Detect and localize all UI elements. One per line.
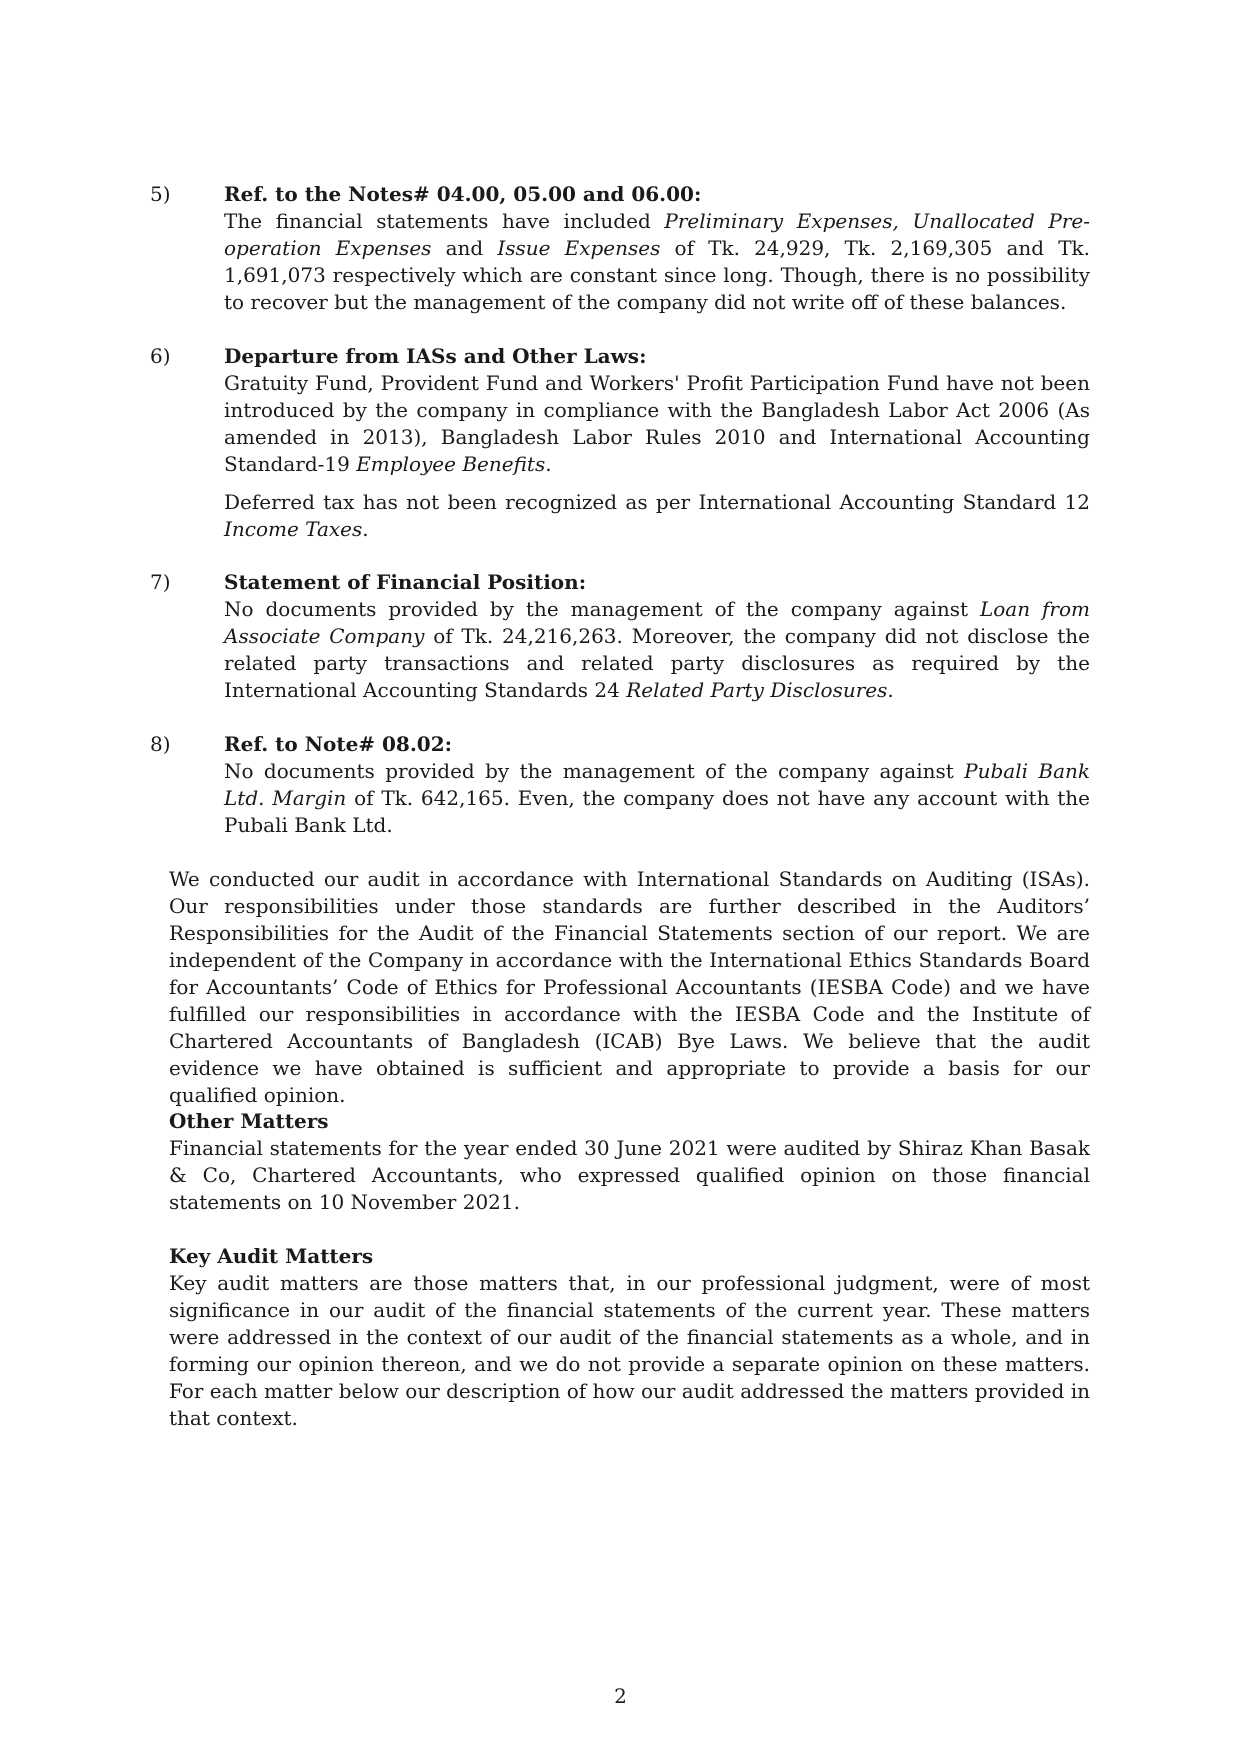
- text-run: Gratuity Fund, Provident Fund and Workers' Profit Participation Fund have not been introduced by the company in compliance with the Bangladesh Labor Act 2006 (As amended in 2013), Bangladesh Labor Rules 2010 and International Accounting Standard-19: [224, 371, 1090, 476]
- text-run: No documents provided by the management of the company against: [224, 759, 965, 783]
- italic-term: Income Taxes: [224, 517, 363, 541]
- item-number: 6): [150, 344, 171, 368]
- section-paragraph: Financial statements for the year ended 30 June 2021 were audited by Shiraz Khan Basak & Co, Chartered Accountants, who expressed qualified opinion on those financial statements on 10 November 2021.: [169, 1136, 1090, 1214]
- item-body: [224, 569, 1090, 704]
- item-paragraph: [224, 370, 1090, 478]
- text-run: and: [431, 236, 498, 260]
- text-run: of Tk. 24,929, Tk. 2,169,305 and Tk. 1,691,073 respectively which are constant since long. Though, there is no possibility to recover but the management of the company did not write off of these balances.: [224, 236, 1091, 314]
- italic-term: Issue Expenses: [497, 236, 661, 260]
- section-heading: Key Audit Matters: [169, 1244, 374, 1268]
- item-heading: Statement of Financial Position:: [224, 570, 587, 594]
- text-run: .: [545, 452, 552, 476]
- text-run: The financial statements have included: [224, 209, 665, 233]
- item-number: 7): [150, 570, 171, 594]
- text-run: No documents provided by the management of the company against: [224, 597, 980, 621]
- basis-for-opinion-block: [169, 866, 1090, 1109]
- text-run: .: [362, 517, 369, 541]
- key-audit-matters-section: [169, 1243, 1090, 1432]
- item-heading: Ref. to the Notes# 04.00, 05.00 and 06.00:: [224, 182, 702, 206]
- text-run: .: [887, 678, 894, 702]
- text-run: of Tk. 24,216,263. Moreover, the company did not disclose the related party transactions and related party disclosures as required by the International Accounting Standards 24: [224, 624, 1090, 702]
- section-paragraph: Key audit matters are those matters that, in our professional judgment, were of most significance in our audit of the financial statements of the current year. These matters were addressed in the context of our audit of the financial statements as a whole, and in forming our opinion thereon, and we do not provide a separate opinion on these matters. For each matter below our description of how our audit addressed the matters provided in that context.: [169, 1271, 1090, 1430]
- italic-term: Pubali Bank Ltd. Margin: [224, 759, 1090, 810]
- item-paragraph: [224, 596, 1090, 704]
- item-paragraph: [224, 208, 1090, 316]
- italic-term: Related Party Disclosures: [626, 678, 888, 702]
- item-heading: Departure from IASs and Other Laws:: [224, 344, 647, 368]
- section-heading: Other Matters: [169, 1109, 329, 1133]
- text-run: Deferred tax has not been recognized as per International Accounting Standard 12: [224, 490, 1090, 514]
- italic-term: Employee Benefits: [356, 452, 546, 476]
- item-body: [224, 181, 1090, 316]
- item-heading: Ref. to Note# 08.02:: [224, 732, 453, 756]
- italic-term: Preliminary Expenses, Unallocated Pre-operation Expenses: [224, 209, 1090, 260]
- item-paragraph: [224, 758, 1090, 839]
- item-number: 8): [150, 732, 171, 756]
- page-number: 2: [614, 1684, 627, 1708]
- item-body: [224, 731, 1090, 839]
- item-number: 5): [150, 182, 171, 206]
- text-run: of Tk. 642,165. Even, the company does not have any account with the Pubali Bank Ltd.: [224, 786, 1090, 837]
- item-paragraph: [224, 489, 1090, 543]
- other-matters-section: [169, 1108, 1090, 1216]
- item-body: [224, 343, 1090, 543]
- basis-paragraph: We conducted our audit in accordance with International Standards on Auditing (ISAs). Our responsibilities under those standards are further described in the Auditors’ Responsibilities for the Audit of the Financial Statements section of our report. We are independent of the Company in accordance with the International Ethics Standards Board for Accountants’ Code of Ethics for Professional Accountants (IESBA Code) and we have fulfilled our responsibilities in accordance with the IESBA Code and the Institute of Chartered Accountants of Bangladesh (ICAB) Bye Laws. We believe that the audit evidence we have obtained is sufficient and appropriate to provide a basis for our qualified opinion.: [169, 867, 1090, 1107]
- italic-term: Loan from Associate Company: [224, 597, 1090, 648]
